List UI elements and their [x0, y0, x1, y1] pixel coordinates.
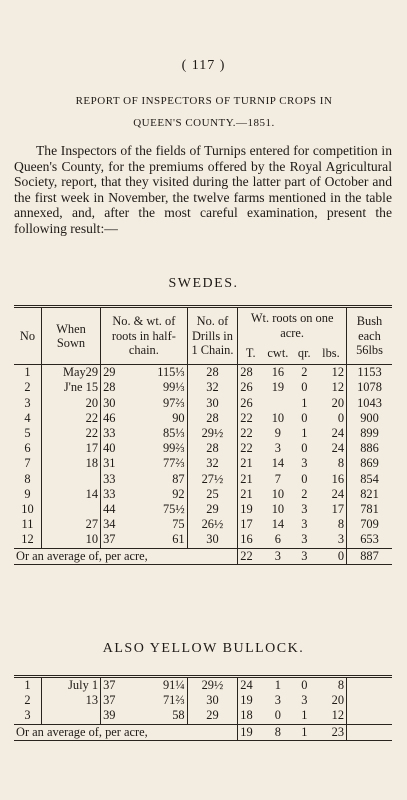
intro-paragraph: The Inspectors of the fields of Turnips entered for competition in Queen's County, for the premiums offered by the Royal Agricultural Society, report, that they visited during the latter part of October and the first week in November, the twelve farms mentioned in the table annexed, and, after the most careful examination, present the following result:— [14, 143, 392, 236]
table-row [14, 441, 392, 456]
table-row [14, 456, 392, 471]
cell-no: 6 [24, 441, 31, 456]
average-row [14, 724, 392, 740]
cell-bushels [347, 708, 392, 724]
cell-bushels [347, 693, 392, 708]
average-bushels: 887 [347, 548, 392, 564]
cell-cwt: 14 [271, 517, 285, 532]
cell-cwt: 3 [274, 441, 281, 456]
cell-bushels: 1078 [347, 380, 392, 395]
cell-tons: 21 [238, 456, 263, 471]
table-row [14, 365, 392, 381]
average-lbs: 0 [316, 548, 347, 564]
cell-roots-weight: 97⅔ [162, 395, 185, 410]
cell-when-sown [41, 502, 100, 517]
cell-roots-count: 33 [101, 487, 130, 502]
cell-no: 7 [24, 456, 31, 471]
cell-roots-count: 46 [101, 411, 130, 426]
cell-cwt: 9 [274, 426, 281, 440]
page-number: ( 117 ) [181, 58, 226, 73]
cell-when-sown: 10 [41, 532, 100, 548]
cell-tons: 26 [238, 396, 263, 411]
cell-lbs: 16 [331, 471, 345, 486]
cell-roots-weight: 61 [172, 532, 185, 547]
cell-cwt: 7 [274, 471, 281, 486]
cell-qr: 2 [301, 365, 308, 380]
cell-roots-count: 37 [101, 677, 130, 694]
average-cwt: 8 [263, 724, 293, 740]
cell-qr: 0 [301, 410, 308, 425]
cell-when-sown: J'ne 15 [41, 380, 100, 395]
cell-lbs: 20 [331, 693, 345, 708]
cell-roots-weight: 87 [172, 471, 185, 486]
table-row [14, 380, 392, 395]
cell-no: 3 [24, 395, 31, 410]
header-lbs: lbs. [316, 343, 347, 365]
cell-when-sown: 22 [41, 426, 100, 441]
cell-when-sown: 22 [41, 411, 100, 426]
average-tons: 19 [238, 724, 263, 740]
cell-qr: 2 [301, 486, 308, 501]
average-cwt: 3 [263, 548, 293, 564]
cell-lbs: 24 [331, 426, 345, 440]
cell-when-sown: July 1 [41, 677, 100, 694]
header-qr: qr. [293, 343, 316, 365]
cell-roots-count: 28 [101, 380, 130, 395]
cell-drills: 27½ [187, 472, 238, 487]
cell-bushels: 886 [347, 441, 392, 456]
cell-no: 2 [24, 380, 31, 395]
cell-cwt: 0 [274, 708, 281, 723]
cell-bushels: 709 [347, 517, 392, 532]
cell-tons: 19 [238, 693, 263, 708]
report-title-line-2: QUEEN'S COUNTY.—1851. [133, 117, 275, 129]
cell-tons: 22 [238, 426, 263, 441]
cell-when-sown [41, 472, 100, 487]
header-tons: T. [238, 343, 263, 365]
cell-drills: 30 [187, 532, 238, 548]
header-weight-roots: Wt. roots on one acre. [238, 307, 347, 344]
cell-roots-count: 39 [101, 708, 130, 724]
header-bushels: Bush each 56lbs [347, 307, 392, 365]
cell-drills: 29 [187, 502, 238, 517]
cell-roots-weight: 91¼ [162, 678, 185, 692]
cell-no: 8 [24, 471, 31, 486]
cell-cwt: 1 [274, 678, 281, 692]
table-row [14, 426, 392, 441]
report-title [8, 90, 400, 134]
cell-drills: 28 [187, 411, 238, 426]
cell-roots-count: 34 [101, 517, 130, 532]
cell-tons: 17 [238, 517, 263, 532]
cell-lbs: 12 [331, 365, 345, 380]
average-row [14, 548, 392, 564]
cell-no: 1 [24, 365, 31, 380]
cell-tons: 22 [238, 441, 263, 456]
table-row [14, 396, 392, 411]
header-cwt: cwt. [263, 343, 293, 365]
cell-drills: 30 [187, 396, 238, 411]
swedes-rows [14, 365, 392, 565]
cell-roots-count: 44 [101, 502, 130, 517]
cell-tons: 21 [238, 472, 263, 487]
cell-qr: 3 [301, 693, 308, 708]
cell-tons: 28 [238, 365, 263, 381]
average-tons: 22 [238, 548, 263, 564]
cell-qr: 3 [301, 502, 308, 517]
cell-when-sown: 17 [41, 441, 100, 456]
cell-roots-count: 33 [101, 426, 130, 441]
yellow-bullock-heading: ALSO YELLOW BULLOCK. [102, 641, 305, 656]
table-row [14, 517, 392, 532]
cell-bushels [347, 677, 392, 694]
cell-drills: 29½ [187, 677, 238, 694]
cell-tons: 16 [238, 532, 263, 548]
cell-bushels: 1153 [347, 365, 392, 381]
cell-tons: 18 [238, 708, 263, 724]
cell-roots-weight: 85⅓ [162, 426, 185, 440]
cell-roots-count: 37 [101, 693, 130, 708]
cell-lbs: 12 [331, 380, 345, 395]
cell-no: 10 [21, 502, 34, 517]
cell-drills: 32 [187, 456, 238, 471]
cell-lbs: 0 [337, 410, 345, 425]
swedes-heading: SWEDES. [168, 276, 239, 291]
cell-roots-weight: 99⅓ [162, 380, 185, 395]
cell-tons: 22 [238, 411, 263, 426]
cell-cwt: 10 [271, 502, 285, 517]
header-roots-half-chain: No. & wt. of roots in half-chain. [101, 307, 188, 365]
cell-when-sown: 27 [41, 517, 100, 532]
cell-lbs: 20 [331, 395, 345, 410]
cell-no: 4 [24, 410, 31, 425]
cell-no: 9 [24, 486, 31, 501]
cell-qr: 0 [301, 441, 308, 456]
cell-lbs: 8 [337, 456, 345, 471]
cell-bushels: 781 [347, 502, 392, 517]
cell-roots-weight: 92 [172, 486, 185, 501]
cell-qr: 1 [301, 708, 308, 723]
cell-bushels: 821 [347, 487, 392, 502]
cell-drills: 30 [187, 693, 238, 708]
cell-tons: 21 [238, 487, 263, 502]
cell-qr: 3 [301, 532, 308, 547]
table-row [14, 532, 392, 548]
cell-roots-weight: 71⅔ [162, 693, 185, 708]
report-title-line-1: REPORT OF INSPECTORS OF TURNIP CROPS IN [75, 95, 333, 107]
cell-lbs: 24 [331, 441, 345, 456]
header-when-sown: When Sown [41, 307, 100, 365]
cell-no: 3 [24, 708, 31, 723]
cell-no: 1 [24, 678, 31, 692]
average-qr: 3 [293, 548, 316, 564]
average-bushels [347, 724, 392, 740]
average-label: Or an average of, per acre, [14, 548, 238, 564]
cell-bushels: 900 [347, 411, 392, 426]
average-qr: 1 [293, 724, 316, 740]
average-label: Or an average of, per acre, [14, 724, 238, 740]
cell-roots-count: 29 [101, 365, 130, 381]
cell-qr: 3 [301, 517, 308, 532]
table-row [14, 693, 392, 708]
cell-cwt [263, 396, 293, 411]
cell-when-sown: May29 [41, 365, 100, 381]
cell-lbs: 17 [331, 502, 345, 517]
cell-roots-weight: 77⅔ [162, 456, 185, 471]
cell-qr: 0 [301, 471, 308, 486]
cell-when-sown: 18 [41, 456, 100, 471]
cell-cwt: 3 [274, 693, 281, 708]
cell-no: 11 [21, 517, 34, 532]
cell-roots-weight: 75½ [162, 502, 185, 517]
table-row [14, 502, 392, 517]
cell-lbs: 3 [337, 532, 345, 547]
cell-drills: 32 [187, 380, 238, 395]
cell-lbs: 8 [337, 678, 345, 692]
cell-qr: 1 [301, 395, 308, 410]
table-row [14, 472, 392, 487]
table-row [14, 708, 392, 724]
yellow-bullock-rows [14, 677, 392, 741]
cell-roots-weight: 90 [172, 410, 185, 425]
table-row [14, 487, 392, 502]
cell-no: 5 [24, 426, 31, 440]
cell-cwt: 6 [274, 532, 281, 547]
cell-roots-weight: 75 [172, 517, 185, 532]
cell-roots-weight: 58 [172, 708, 185, 723]
cell-bushels: 899 [347, 426, 392, 441]
cell-roots-count: 37 [101, 532, 130, 548]
cell-when-sown: 14 [41, 487, 100, 502]
cell-bushels: 869 [347, 456, 392, 471]
cell-roots-count: 33 [101, 472, 130, 487]
cell-drills: 29½ [187, 426, 238, 441]
cell-cwt: 10 [271, 410, 285, 425]
cell-bushels: 653 [347, 532, 392, 548]
cell-lbs: 12 [331, 708, 345, 723]
cell-cwt: 16 [271, 365, 285, 380]
cell-drills: 29 [187, 708, 238, 724]
cell-tons: 19 [238, 502, 263, 517]
cell-when-sown: 13 [41, 693, 100, 708]
cell-bushels: 854 [347, 472, 392, 487]
cell-tons: 26 [238, 380, 263, 395]
cell-drills: 25 [187, 487, 238, 502]
cell-roots-count: 31 [101, 456, 130, 471]
cell-tons: 24 [238, 677, 263, 694]
cell-qr: 0 [301, 380, 308, 395]
table-row [14, 411, 392, 426]
cell-no: 12 [21, 532, 34, 547]
cell-when-sown [41, 708, 100, 724]
cell-qr: 1 [301, 426, 308, 440]
cell-drills: 28 [187, 365, 238, 381]
cell-qr: 3 [301, 456, 308, 471]
swedes-table [14, 305, 392, 565]
cell-drills: 26½ [187, 517, 238, 532]
cell-roots-count: 30 [101, 396, 130, 411]
cell-bushels: 1043 [347, 396, 392, 411]
cell-when-sown: 20 [41, 396, 100, 411]
cell-drills: 28 [187, 441, 238, 456]
cell-cwt: 10 [271, 486, 285, 501]
average-lbs: 23 [316, 724, 347, 740]
cell-lbs: 8 [337, 517, 345, 532]
yellow-bullock-table [14, 675, 392, 741]
cell-roots-weight: 115⅓ [157, 365, 185, 380]
cell-roots-weight: 99⅔ [162, 441, 185, 456]
cell-no: 2 [24, 693, 31, 708]
header-drills: No. of Drills in 1 Chain. [187, 307, 238, 365]
cell-qr: 0 [301, 678, 308, 692]
table-row [14, 677, 392, 694]
cell-lbs: 24 [331, 486, 345, 501]
header-no: No [14, 307, 41, 365]
cell-roots-count: 40 [101, 441, 130, 456]
cell-cwt: 14 [271, 456, 285, 471]
cell-cwt: 19 [271, 380, 285, 395]
